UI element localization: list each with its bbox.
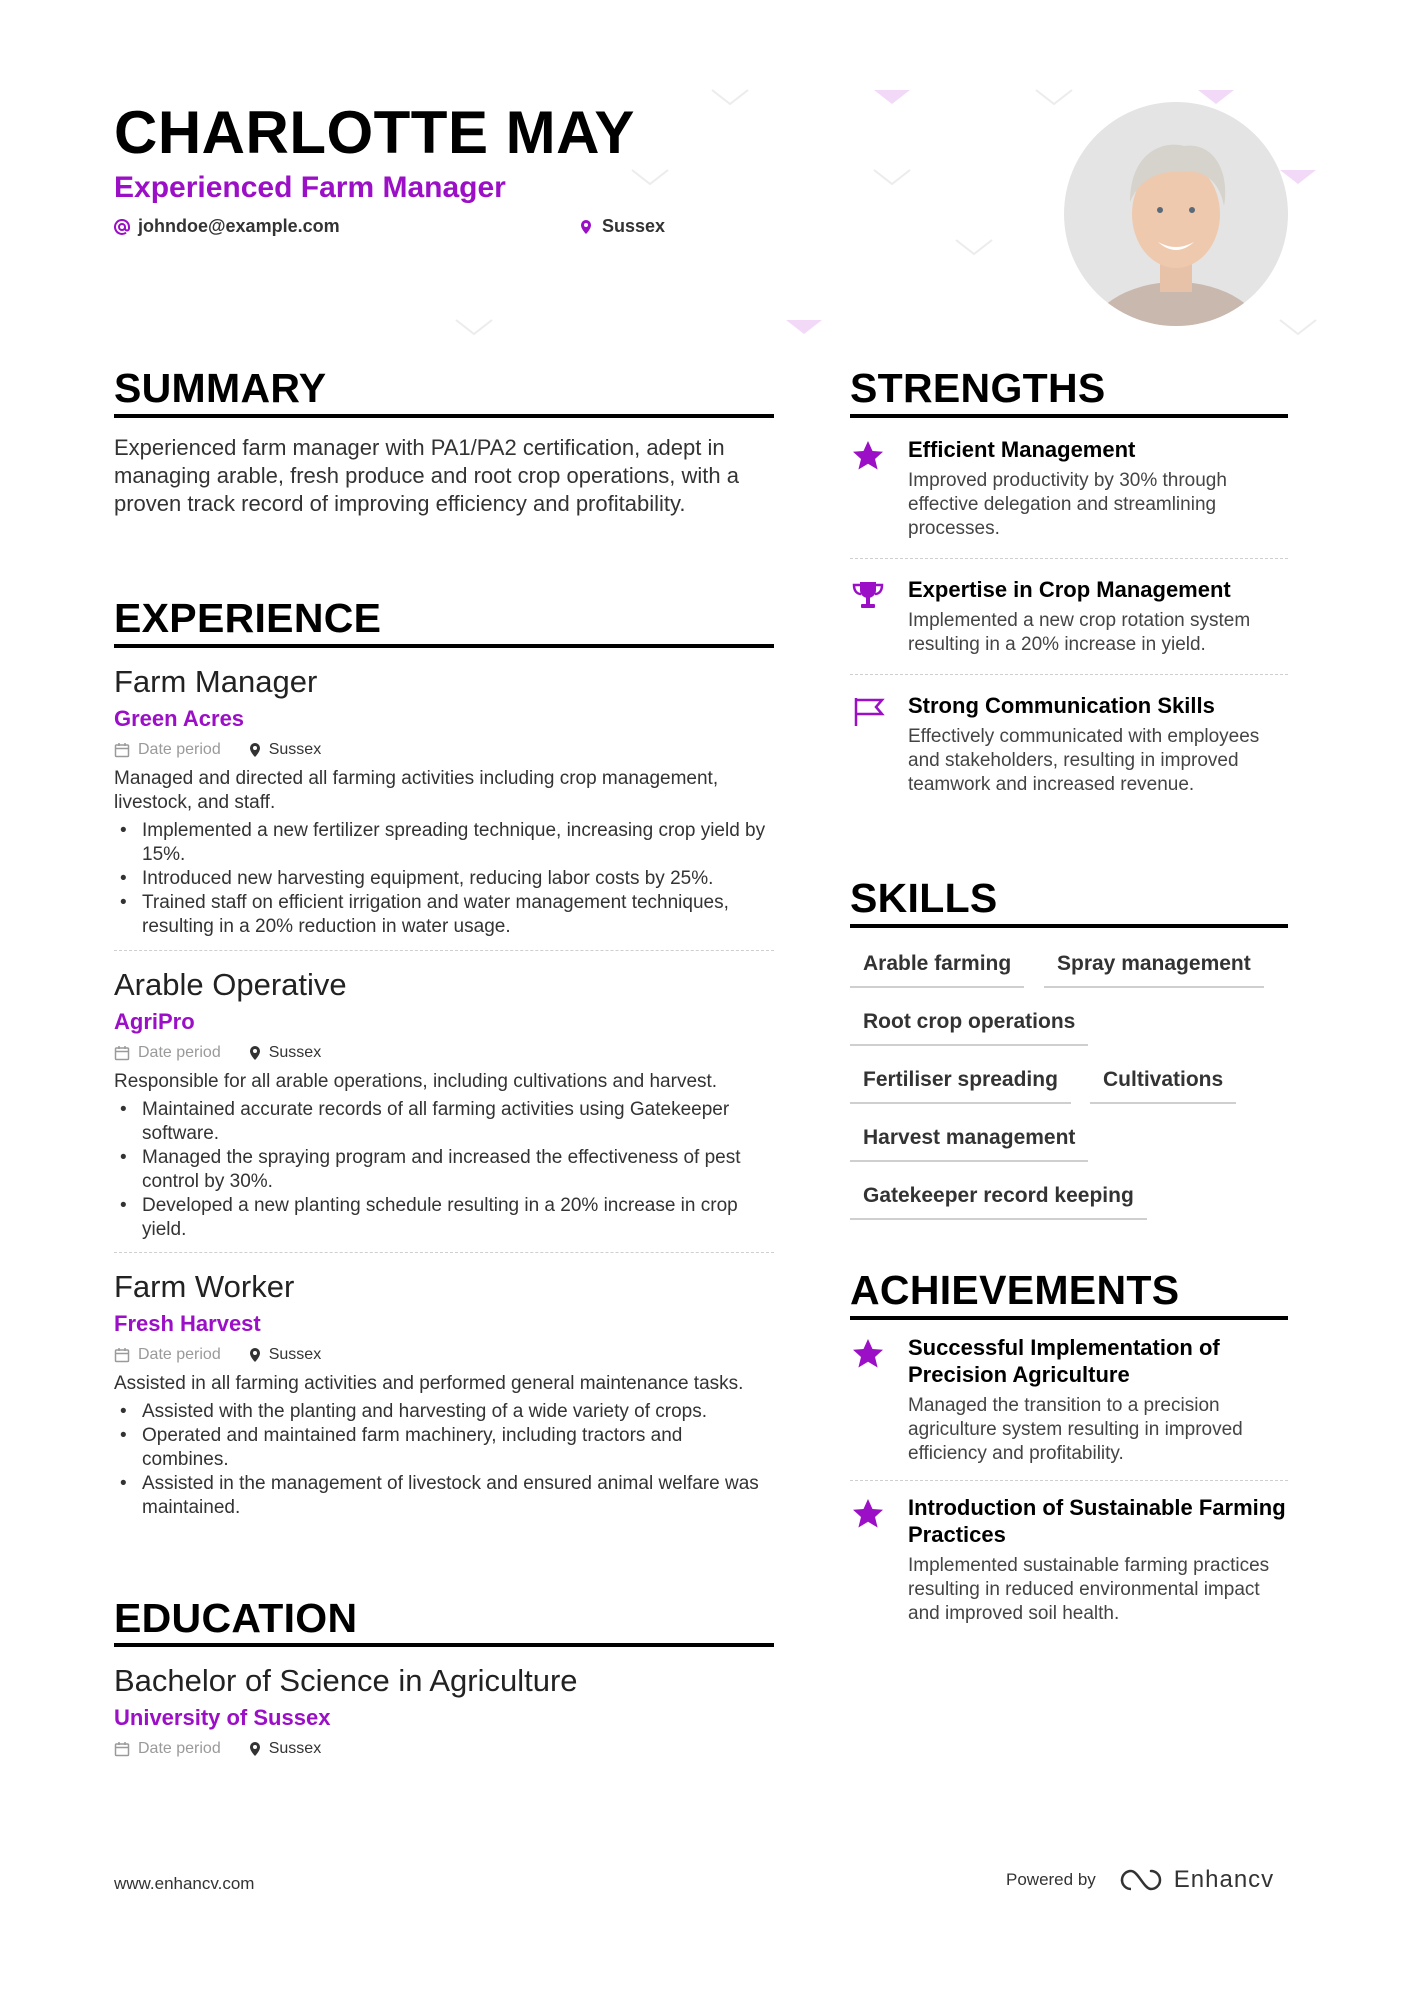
experience-rule bbox=[114, 644, 774, 648]
job-bullet: • Managed the spraying program and increased the effectiveness of pest control by 30%. bbox=[114, 1146, 774, 1194]
strength-item bbox=[850, 692, 1288, 797]
achievement-text: Managed the transition to a precision agriculture system resulting in improved efficiency and profitability. bbox=[908, 1395, 1243, 1464]
job-date: Date period bbox=[138, 1044, 221, 1061]
strength-text: Implemented a new crop rotation system resulting in a 20% increase in yield. bbox=[908, 610, 1251, 655]
job-entry bbox=[114, 663, 774, 939]
job-divider bbox=[114, 950, 774, 951]
summary-heading: SUMMARY bbox=[114, 365, 327, 411]
job-bullet: • Maintained accurate records of all farming activities using Gatekeeper software. bbox=[114, 1098, 774, 1146]
at-icon bbox=[114, 219, 130, 235]
achievement-item bbox=[850, 1494, 1288, 1626]
job-description: Responsible for all arable operations, including cultivations and harvest. bbox=[114, 1071, 718, 1092]
job-meta bbox=[114, 1344, 774, 1366]
job-entry bbox=[114, 1268, 774, 1520]
education-meta bbox=[114, 1738, 774, 1760]
strength-divider bbox=[850, 558, 1288, 559]
job-bullet: • Developed a new planting schedule resulting in a 20% increase in crop yield. bbox=[114, 1194, 774, 1242]
achievements-rule bbox=[850, 1316, 1288, 1320]
location-pin-icon bbox=[247, 1347, 263, 1363]
achievement-title: Successful Implementation of Precision Agriculture bbox=[908, 1335, 1220, 1387]
location-pin-icon bbox=[247, 1045, 263, 1061]
star-icon bbox=[850, 1496, 886, 1532]
achievement-divider bbox=[850, 1480, 1288, 1481]
powered-by-label: Powered by bbox=[1006, 1870, 1096, 1889]
education-rule bbox=[114, 1643, 774, 1647]
strength-text: Effectively communicated with employees and stakeholders, resulting in improved teamwork and increased revenue. bbox=[908, 726, 1260, 795]
job-divider bbox=[114, 1252, 774, 1253]
education-date: Date period bbox=[138, 1740, 221, 1757]
education-entry bbox=[114, 1662, 774, 1760]
skill-tag: Arable farming bbox=[850, 951, 1024, 988]
job-entry bbox=[114, 966, 774, 1242]
trophy-icon bbox=[850, 578, 886, 614]
candidate-title: Experienced Farm Manager bbox=[114, 171, 506, 204]
enhancv-logo-icon bbox=[1118, 1867, 1164, 1893]
location-pin-icon bbox=[247, 1741, 263, 1757]
skill-tag: Cultivations bbox=[1090, 1067, 1236, 1104]
strength-text: Improved productivity by 30% through effective delegation and streamlining processes. bbox=[908, 470, 1227, 539]
strength-title: Efficient Management bbox=[908, 437, 1136, 462]
star-icon bbox=[850, 1336, 886, 1372]
job-title: Farm Worker bbox=[114, 1269, 295, 1304]
experience-heading: EXPERIENCE bbox=[114, 595, 382, 641]
achievement-item bbox=[850, 1334, 1288, 1466]
skill-tag: Fertiliser spreading bbox=[850, 1067, 1071, 1104]
location-text: Sussex bbox=[602, 216, 666, 236]
footer-website-link[interactable]: www.enhancv.com bbox=[114, 1874, 255, 1893]
job-bullets bbox=[114, 1098, 774, 1242]
job-date: Date period bbox=[138, 1346, 221, 1363]
job-location: Sussex bbox=[268, 1044, 322, 1061]
star-icon bbox=[850, 438, 886, 474]
job-description: Managed and directed all farming activities including crop management, livestock, and staff. bbox=[114, 768, 719, 813]
strengths-heading: STRENGTHS bbox=[850, 365, 1106, 411]
brand-name: Enhancv bbox=[1173, 1866, 1275, 1893]
job-meta bbox=[114, 739, 774, 761]
email-text: johndoe@example.com bbox=[138, 216, 340, 236]
school-name: University of Sussex bbox=[114, 1705, 331, 1730]
skill-tag: Spray management bbox=[1044, 951, 1264, 988]
candidate-name: CHARLOTTE MAY bbox=[114, 99, 635, 166]
summary-text: Experienced farm manager with PA1/PA2 certification, adept in managing arable, fresh produce and root crop operations, with a proven track record of improving efficiency and profitability. bbox=[114, 435, 739, 516]
company-name: Green Acres bbox=[114, 706, 245, 731]
job-meta bbox=[114, 1042, 774, 1064]
footer-branding bbox=[1006, 1866, 1274, 1894]
job-bullet: • Implemented a new fertilizer spreading technique, increasing crop yield by 15%. bbox=[114, 819, 774, 867]
achievement-title: Introduction of Sustainable Farming Practices bbox=[908, 1495, 1286, 1547]
education-heading: EDUCATION bbox=[114, 1595, 358, 1641]
education-location: Sussex bbox=[268, 1740, 322, 1757]
job-bullet: • Assisted with the planting and harvesting of a wide variety of crops. bbox=[114, 1400, 774, 1424]
job-title: Farm Manager bbox=[114, 664, 318, 699]
skills-heading: SKILLS bbox=[850, 875, 998, 921]
job-bullet: • Trained staff on efficient irrigation and water management techniques, resulting in a 20% reduction in water usage. bbox=[114, 891, 774, 939]
profile-photo bbox=[1064, 102, 1288, 326]
company-name: AgriPro bbox=[114, 1009, 195, 1034]
strength-item bbox=[850, 576, 1288, 657]
calendar-icon bbox=[114, 742, 130, 758]
summary-rule bbox=[114, 414, 774, 418]
job-bullet: • Introduced new harvesting equipment, reducing labor costs by 25%. bbox=[114, 867, 774, 891]
job-title: Arable Operative bbox=[114, 967, 347, 1002]
job-location: Sussex bbox=[268, 741, 322, 758]
degree-title: Bachelor of Science in Agriculture bbox=[114, 1663, 578, 1698]
skills-rule bbox=[850, 924, 1288, 928]
calendar-icon bbox=[114, 1347, 130, 1363]
skill-tag: Gatekeeper record keeping bbox=[850, 1183, 1147, 1220]
calendar-icon bbox=[114, 1045, 130, 1061]
job-description: Assisted in all farming activities and performed general maintenance tasks. bbox=[114, 1373, 744, 1394]
location-pin-icon bbox=[578, 219, 594, 235]
job-date: Date period bbox=[138, 741, 221, 758]
strength-divider bbox=[850, 674, 1288, 675]
strength-title: Strong Communication Skills bbox=[908, 693, 1215, 718]
job-bullets bbox=[114, 1400, 774, 1520]
location-contact bbox=[578, 216, 665, 237]
achievement-text: Implemented sustainable farming practices resulting in reduced environmental impact and improved soil health. bbox=[908, 1555, 1270, 1624]
strength-title: Expertise in Crop Management bbox=[908, 577, 1231, 602]
email-contact[interactable] bbox=[114, 216, 340, 237]
job-bullet: • Assisted in the management of livestock and ensured animal welfare was maintained. bbox=[114, 1472, 774, 1520]
job-bullet: • Operated and maintained farm machinery, including tractors and combines. bbox=[114, 1424, 774, 1472]
achievements-heading: ACHIEVEMENTS bbox=[850, 1267, 1180, 1313]
company-name: Fresh Harvest bbox=[114, 1311, 261, 1336]
calendar-icon bbox=[114, 1741, 130, 1757]
skill-tag: Root crop operations bbox=[850, 1009, 1088, 1046]
skill-tag: Harvest management bbox=[850, 1125, 1088, 1162]
brand-logo[interactable] bbox=[1118, 1866, 1274, 1894]
location-pin-icon bbox=[247, 742, 263, 758]
strengths-rule bbox=[850, 414, 1288, 418]
strength-item bbox=[850, 436, 1288, 541]
job-location: Sussex bbox=[268, 1346, 322, 1363]
job-bullets bbox=[114, 819, 774, 939]
flag-icon bbox=[850, 694, 886, 730]
